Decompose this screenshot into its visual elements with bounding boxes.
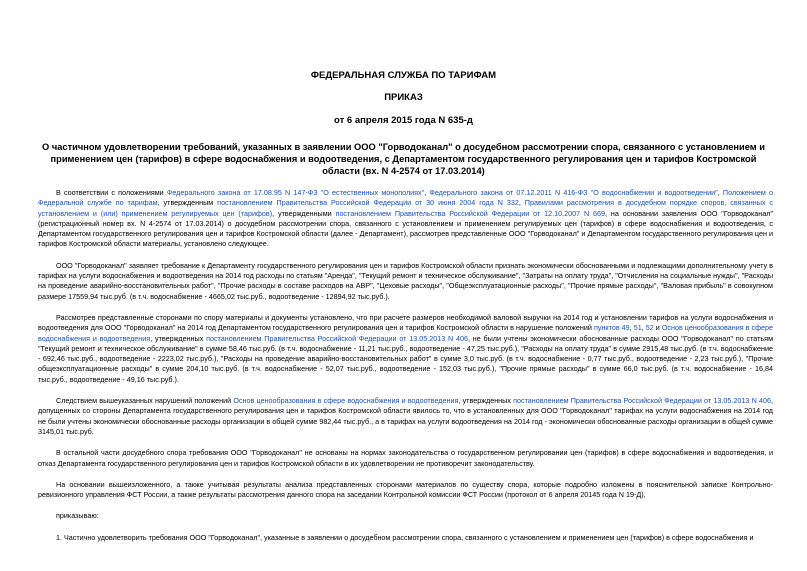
document-body <box>38 188 773 554</box>
clause-link-51[interactable]: 51 <box>633 323 642 333</box>
decree-link-332[interactable]: постановлением Правительства Российской Федерации от 30 июня 2004 года N 332 <box>217 198 519 208</box>
document-title: О частичном удовлетворении требований, указанных в заявлении ООО "Горводоканал" о досудебном рассмотрении спора, связанного с установлением и применением цен (тарифов) в сфере водоснабжения и водоотведения, с Департаментом государственного регулирования цен и тарифов Костромской области (вх. N 4-2574 от 17.03.2014) <box>42 142 765 176</box>
agency-heading: ФЕДЕРАЛЬНАЯ СЛУЖБА ПО ТАРИФАМ <box>310 70 497 81</box>
decree-link-406[interactable]: постановлением Правительства Российской Федерации от 13.05.2013 N 406 <box>206 333 468 343</box>
pricing-basics-link-2[interactable]: Основ ценообразования в сфере водоснабжения и водоотведения <box>233 396 459 406</box>
paragraph-7: приказываю: <box>56 511 99 521</box>
regulation-link-fst[interactable]: Положением о Федеральной службе по тарифам <box>38 188 773 208</box>
paragraph-5: В остальной части досудебного спора требования ООО "Горводоканал" не основаны на нормах законодательства о государственном регулировании цен (тарифов) в сфере водоснабжения и водоотведения, и отказ Департамента государственного регулирования цен и тарифов Костромской области в их удовлетворении не противоречит законодательству. <box>38 448 773 468</box>
decree-link-406-2[interactable]: постановлением Правительства Российской Федерации от 13.05.2013 N 406 <box>513 396 771 406</box>
paragraph-6: На основании вышеизложенного, а также учитывая результаты анализа представленных сторонами материалов по существу спора, которые подробно изложены в пояснительной записке Контрольно-ревизионного управления ФСТ России, а также результаты рассмотрения данного спора на заседании Контрольной комиссии ФСТ России (протокол от 6 апреля 20145 года N 19-Д), <box>38 479 773 500</box>
document-type: ПРИКАЗ <box>384 92 423 103</box>
paragraph-2: ООО "Горводоканал" заявляет требование к Департаменту государственного регулирования цен и тарифов Костромской области признать экономически обоснованными и подлежащими дополнительному учету в тарифах на услуги водоснабжения и водоотведения на 2014 год расходы по статьям "Аренда", "Текущий ремонт и техническое обслуживание", "Затраты на оплату труда", "Отчисления на социальные нужды", "Расходы на проведение аварийно-восстановительных работ", "Прочие расходы в составе расходов на АВР", "Цеховые расходы", "Общеэксплуатационные расходы", "Прочие прямые расходы", "Валовая прибыль" в совокупном размере 17559,94 тыс.руб. (в т.ч. водоснабжение - 4665,02 тыс.руб., водоотведение - 12894,92 тыс.руб.). <box>38 260 773 301</box>
clause-link-52[interactable]: 52 <box>645 323 654 333</box>
paragraph-1: В соответствии с положениями Федерального закона от 17.08.95 N 147-ФЗ "О естественных монополиях", Федерального закона от 07.12.2011 N 416-ФЗ "О водоснабжении и водоотведении", Положением о Федеральной службе по тарифам, утвержденным постановлением Правительства Российской Федерации от 30 июня 2004 года N 332, Правилами рассмотрения в досудебном порядке споров, связанных с установлением и (или) применением регулируемых цен (тарифов), утвержденными постановлением Правительства Российской Федерации от 12.10.2007 N 669, на основании заявления ООО "Горводоканал" (регистрационный номер вх. N 4-2574 от 17.03.2014) о досудебном рассмотрении спора, связанного с установлением и применением регулируемых цен (тарифов) в сфере водоснабжения и водоотведения, с Департаментом государственного регулирования цен и тарифов Костромской области (далее - Департамент), рассмотрев представленные ООО "Горводоканал" и Департаментом государственного регулирования цен и тарифов Костромской области материалы, установлено следующее. <box>38 188 774 249</box>
pricing-basics-link[interactable]: Основ ценообразования в сфере водоснабжения и водоотведения <box>38 323 774 343</box>
law-link-147fz[interactable]: Федерального закона от 17.08.95 N 147-ФЗ "О естественных монополиях" <box>166 188 425 197</box>
paragraph-4: Следствием вышеуказанных нарушений положений Основ ценообразования в сфере водоснабжения и водоотведения, утвержденных постановлением Правительства Российской Федерации от 13.05.2013 N 406, допущенных со стороны Департамента государственного регулирования цен и тарифов Костромской области явилось то, что в установленных для ООО "Горводоканал" тарифах на услуги водоснабжения на 2014 год не были учтены экономически обоснованные расходы организации в общей сумме 982,44 тыс.руб., а в тарифах на услуги водоотведения на 2014 год - экономически обоснованные расходы организации в общей сумме 3145,01 тыс.руб. <box>38 396 773 436</box>
paragraph-8: 1. Частично удовлетворить требования ООО "Горводоканал", указанные в заявлении о досудебном рассмотрении спора, связанного с установлением и применением цен (тарифов) в сфере водоснабжения и <box>56 532 754 542</box>
clause-link-49[interactable]: пунктов 49 <box>593 323 630 333</box>
decree-link-669[interactable]: постановлением Правительства Российской Федерации от 12.10.2007 N 669 <box>335 208 606 218</box>
paragraph-3: Рассмотрев представленные сторонами по спору материалы и документы установлено, что при расчете размеров необходимой валовой выручки на 2014 год и установлении тарифов на услуги водоснабжения и водоотведения для ООО "Горводоканал" на 2014 год Департаментом государственного регулирования цен и тарифов Костромской области в нарушение положений пунктов 49, 51, 52 и Основ ценообразования в сфере водоснабжения и водоотведения, утвержденных постановлением Правительства Российской Федерации от 13.05.2013 N 406, не были учтены экономически обоснованные расходы ООО "Горводоканал" по статьям "Текущий ремонт и техническое обслуживание" в сумме 58,46 тыс.руб. (в т.ч. водоснабжение - 11,21 тыс.руб., водоотведение - 47,25 тыс.руб.), "Расходы на оплату труда" в сумме 2915,48 тыс.руб. (в т.ч. водоснабжение - 692,46 тыс.руб., водоотведение - 2223,02 тыс.руб.), "Расходы на проведение аварийно-восстановительных работ" в сумме 3,0 тыс.руб. (в т.ч. водоснабжение - 0,77 тыс.руб., водоотведение - 2,23 тыс.руб.), "Прочие общеэксплуатационные расходы" в сумме 204,10 тыс.руб. (в т.ч. водоснабжение - 52,07 тыс.руб., водоотведение - 152,03 тыс.руб.), "Прочие прямые расходы" в сумме 66,0 тыс.руб. (в т.ч. водоснабжение - 16,84 тыс.руб., водоотведение - 49,16 тыс.руб.). <box>38 312 774 384</box>
document-date: от 6 апреля 2015 года N 635-д <box>334 115 473 126</box>
rules-link-disputes[interactable]: Правилами рассмотрения в досудебном порядке споров, связанных с установлением и (или) применением регулируемых цен (тарифов) <box>38 198 773 218</box>
law-link-416fz[interactable]: Федерального закона от 07.12.2011 N 416-ФЗ "О водоснабжении и водоотведении" <box>429 188 718 197</box>
